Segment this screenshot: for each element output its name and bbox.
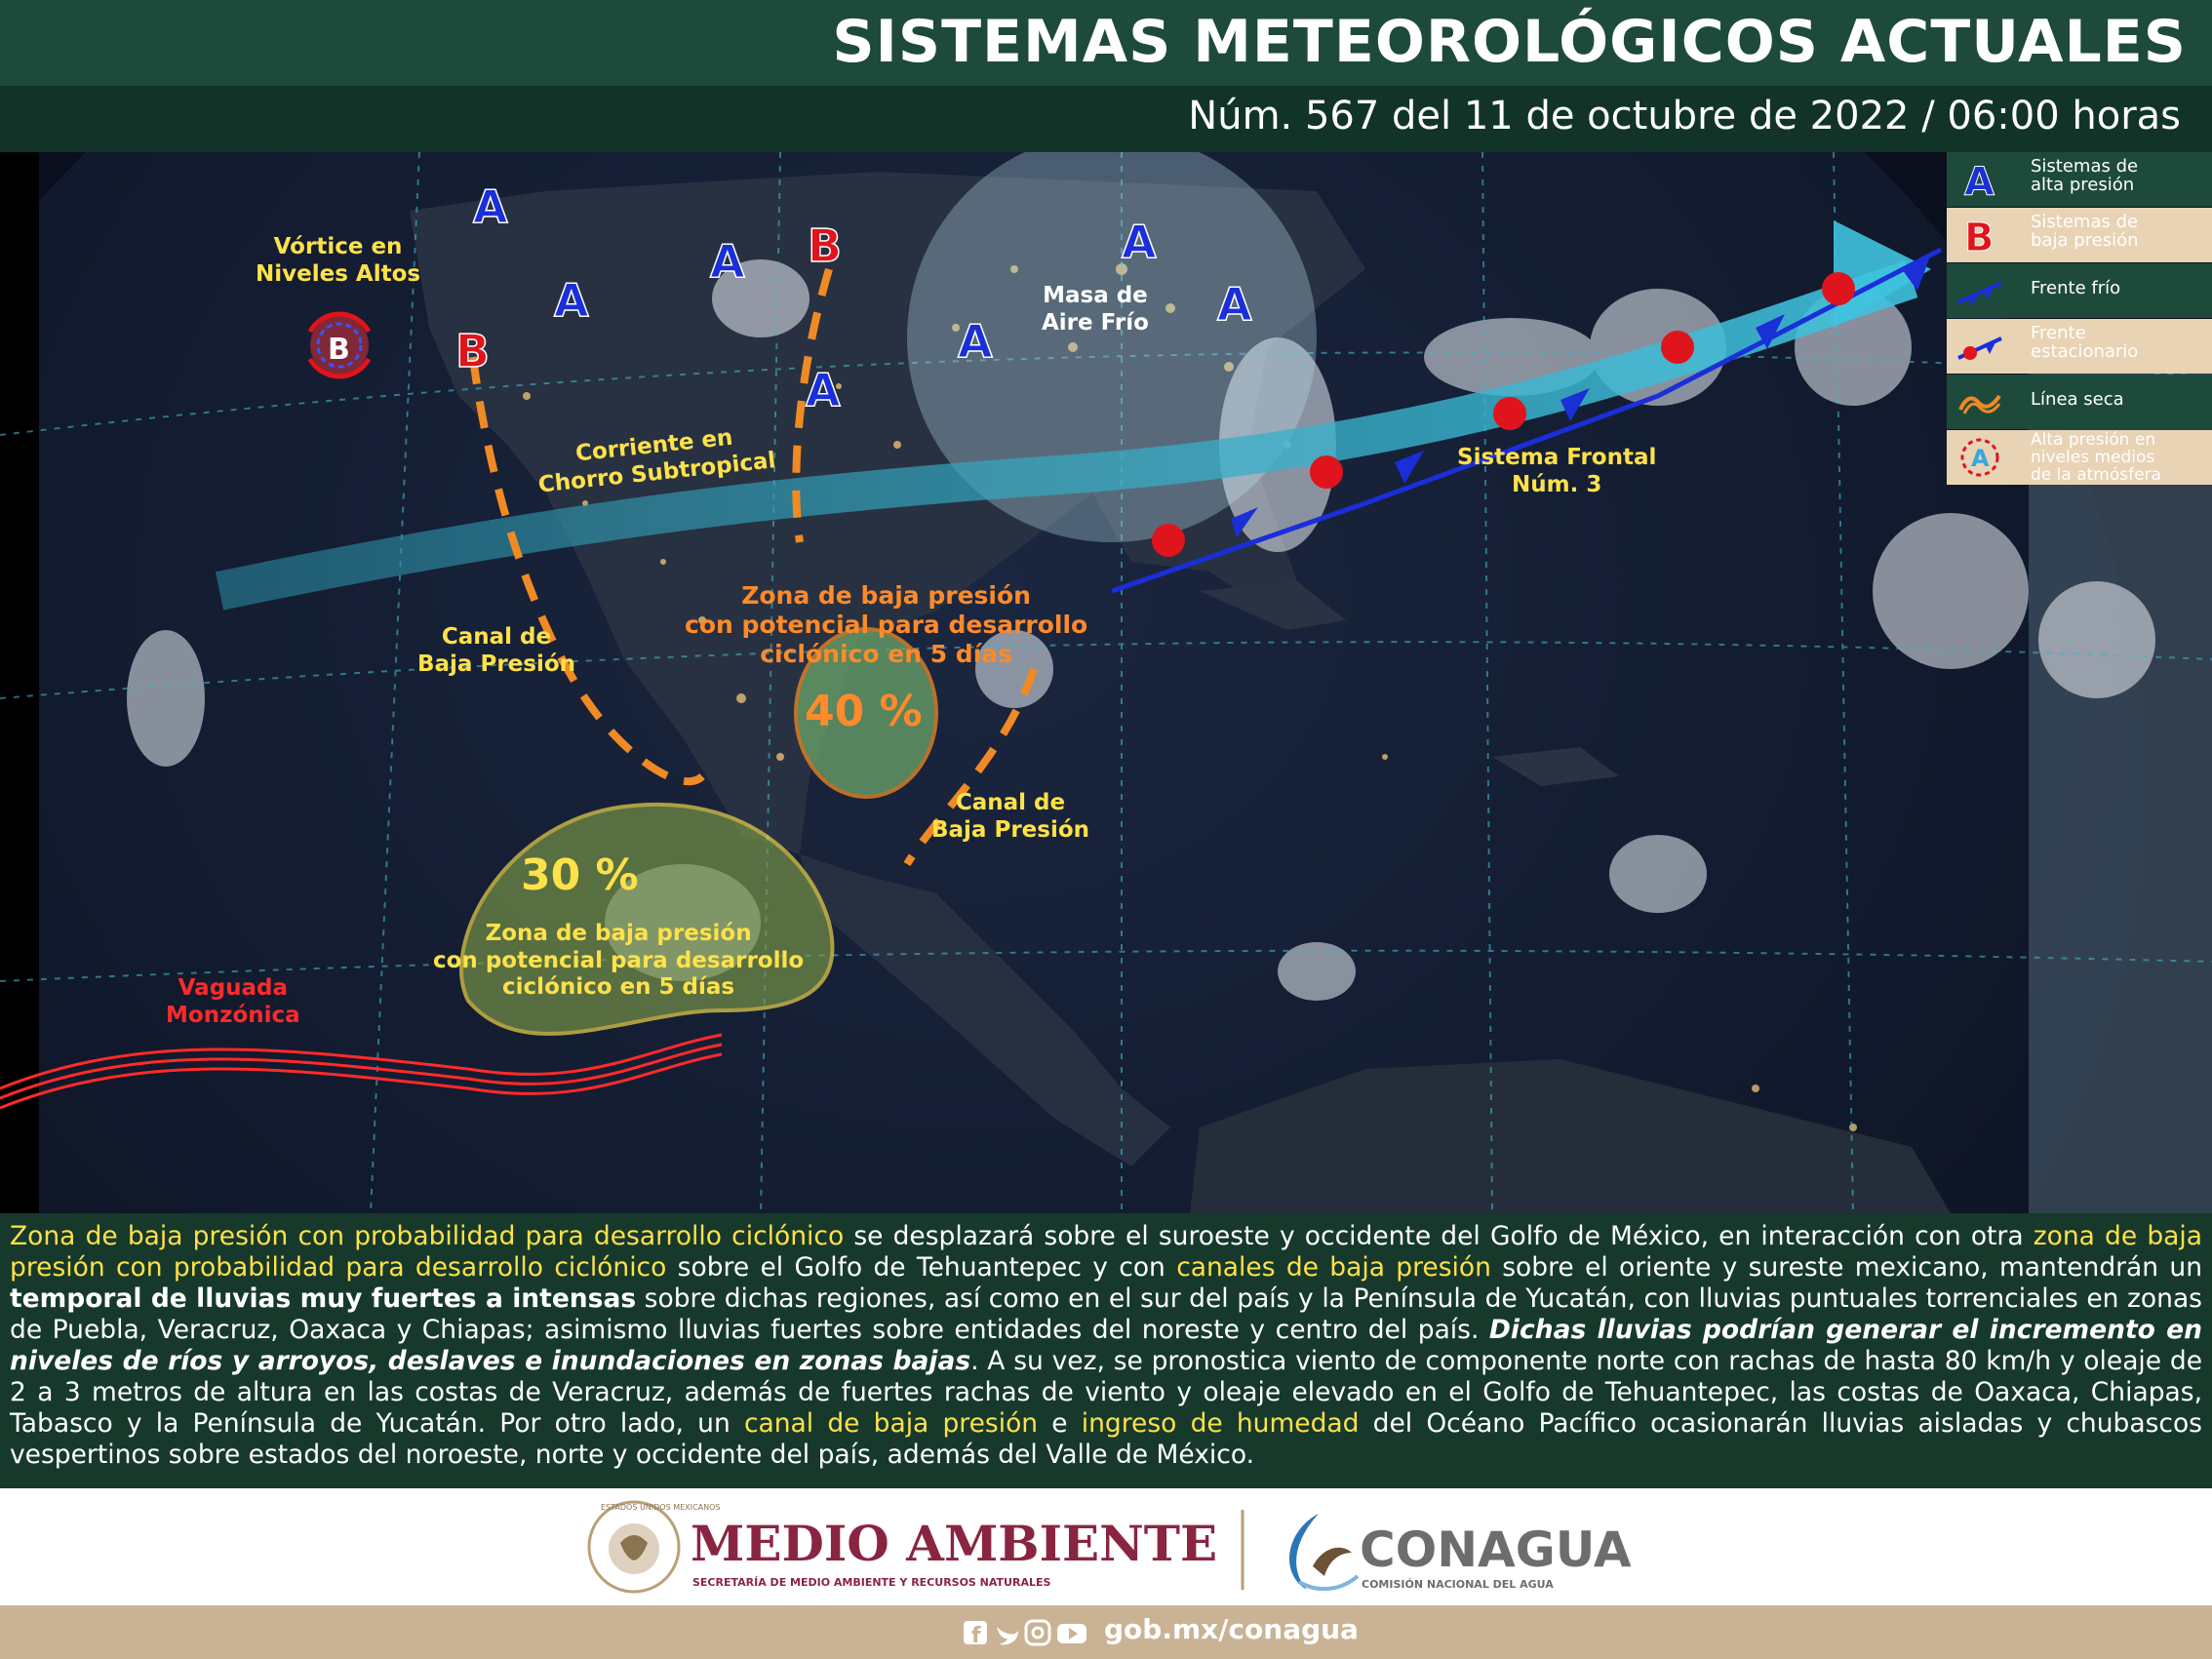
highlight-moisture: ingreso de humedad: [1081, 1408, 1360, 1439]
svg-text:A: A: [1971, 445, 1990, 472]
svg-text:B: B: [328, 333, 350, 367]
semarnat-name: MEDIO AMBIENTE: [691, 1515, 1218, 1572]
legend-item-stationary-front: [1947, 319, 2212, 374]
header-subtitle-bar: [0, 86, 2212, 152]
website-link[interactable]: gob.mx/conagua: [1104, 1613, 1359, 1645]
pacific-probability: 30 %: [521, 850, 639, 900]
high-pressure-marker: A: [1217, 278, 1252, 331]
label-cold-air-mass: Masa de Aire Frío: [1042, 283, 1149, 336]
label-pacific-low-zone: Zona de baja presión con potencial para desarrollo ciclónico en 5 días: [433, 921, 805, 1001]
conagua-name: CONAGUA: [1360, 1521, 1632, 1578]
label-monsoon-trough: Vaguada Monzónica: [166, 975, 300, 1028]
map-legend: [1947, 152, 2212, 486]
text-segment: . A su vez, se pronostica viento de componente norte con rachas de hasta 80 km/h y oleaje de 2 a 3 metros de altura en las costas de Veracruz, además de fuertes rachas de viento y oleaje elevado en el Golfo de Tehuantepec, las costas de Oaxaca, Chiapas, Tabasco y la Península de Yucatán. Por otro lado, un: [10, 1346, 2202, 1439]
seal-lettering: ESTADOS UNIDOS MEXICANOS: [601, 1503, 721, 1512]
dry-line-icon: [1956, 380, 2003, 423]
text-segment: sobre el Golfo de Tehuantepec y con: [666, 1252, 1177, 1283]
mexico-seal-icon: [589, 1502, 679, 1592]
social-icons: [964, 1613, 1090, 1652]
text-segment: e: [1038, 1408, 1082, 1439]
bulletin-number: Núm. 567 del 11 de octubre de 2022 / 06:00 horas: [1188, 94, 2181, 138]
upper-level-vortex-icon: [310, 314, 369, 376]
text-segment: del Océano Pacífico ocasionarán lluvias aisladas y chubascos vespertinos sobre estados del noroeste, norte y occidente del país, además del Valle de México.: [10, 1408, 2202, 1470]
flood-warning: Dichas lluvias podrían generar el incremento en niveles de ríos y arroyos, deslaves e inundaciones en zonas bajas: [10, 1315, 2202, 1376]
legend-item-mid-level-high: [1947, 430, 2212, 485]
text-segment: sobre el oriente y sureste mexicano, mantendrán un: [1490, 1252, 2202, 1283]
header-title-bar: [0, 0, 2212, 86]
mid-level-high-icon: [1956, 436, 2003, 479]
legend-label: Frente frío: [2031, 278, 2121, 298]
svg-text:A: A: [1964, 160, 1995, 201]
bold-rain-warning: temporal de lluvias muy fuertes a intensas: [10, 1284, 637, 1314]
highlight-troughs: canales de baja presión: [1176, 1252, 1491, 1283]
highlight-pacific-low: zona de baja presión con probabilidad para desarrollo ciclónico: [10, 1221, 2203, 1283]
highlight-gulf-low: Zona de baja presión con probabilidad para desarrollo ciclónico: [10, 1221, 845, 1251]
label-trough-east: Canal de Baja Presión: [931, 790, 1090, 843]
semarnat-subtitle: SECRETARÍA DE MEDIO AMBIENTE Y RECURSOS NATURALES: [692, 1576, 1051, 1589]
logos-canvas: [0, 1488, 2212, 1605]
low-pressure-icon: [1956, 214, 2003, 257]
conagua-subtitle: COMISIÓN NACIONAL DEL AGUA: [1362, 1578, 1554, 1591]
low-pressure-marker: B: [808, 219, 843, 272]
high-pressure-marker: A: [806, 364, 841, 416]
high-pressure-marker: A: [554, 274, 589, 327]
text-segment: se desplazará sobre el suroeste y occidente del Golfo de México, en interacción con otra: [844, 1221, 2034, 1251]
legend-item-dry-line: [1947, 375, 2212, 429]
high-pressure-icon: [1956, 158, 2003, 201]
instagram-icon[interactable]: [1026, 1621, 1049, 1644]
youtube-icon[interactable]: [1057, 1624, 1086, 1643]
label-upper-level-vortex: Vórtice en Niveles Altos: [256, 234, 421, 287]
label-subtropical-jet: Corriente en Chorro Subtropical: [536, 424, 777, 498]
svg-text:B: B: [1964, 216, 1995, 257]
legend-label: Línea seca: [2031, 389, 2124, 410]
stationary-front-icon: [1956, 325, 2003, 368]
twitter-icon[interactable]: [997, 1627, 1018, 1644]
legend-item-low-pressure: [1947, 208, 2212, 262]
gulf-probability: 40 %: [805, 687, 923, 736]
label-gulf-low-zone: Zona de baja presión con potencial para desarrollo ciclónico en 5 días: [685, 581, 1088, 668]
footer-bar: [0, 1605, 2212, 1659]
svg-text:f: f: [971, 1624, 981, 1648]
high-pressure-marker: A: [958, 315, 993, 368]
legend-item-cold-front: [1947, 263, 2212, 318]
low-pressure-marker: B: [455, 325, 491, 377]
legend-label: Sistemas de alta presión: [2031, 156, 2139, 195]
legend-item-high-pressure: [1947, 152, 2212, 207]
page-title: SISTEMAS METEOROLÓGICOS ACTUALES: [832, 8, 2187, 76]
label-frontal-system: Sistema Frontal Núm. 3: [1457, 445, 1657, 497]
forecast-text: [10, 1221, 2202, 1471]
label-trough-west: Canal de Baja Presión: [417, 624, 576, 677]
high-pressure-marker: A: [473, 180, 508, 233]
forecast-description: [0, 1213, 2212, 1488]
text-segment: sobre dichas regiones, así como en el sur del país y la Península de Yucatán, con lluvias puntuales torrenciales en zonas de Puebla, Veracruz, Oaxaca y Chiapas; asimismo lluvias fuertes sobre entidades del noreste y centro del país.: [10, 1284, 2202, 1345]
high-pressure-marker: A: [1122, 216, 1157, 268]
conagua-logo-icon: [1289, 1514, 1358, 1590]
facebook-icon[interactable]: [964, 1621, 987, 1648]
cold-front-icon: [1956, 269, 2003, 312]
satellite-map: [0, 152, 2212, 1213]
legend-label: Frente estacionario: [2031, 323, 2139, 362]
legend-label: Sistemas de baja presión: [2031, 212, 2139, 251]
high-pressure-marker: A: [710, 235, 745, 288]
highlight-pacific-trough: canal de baja presión: [743, 1408, 1039, 1439]
legend-label: Alta presión en niveles medios de la atmósfera: [2031, 430, 2161, 485]
institution-logos: [0, 1488, 2212, 1605]
